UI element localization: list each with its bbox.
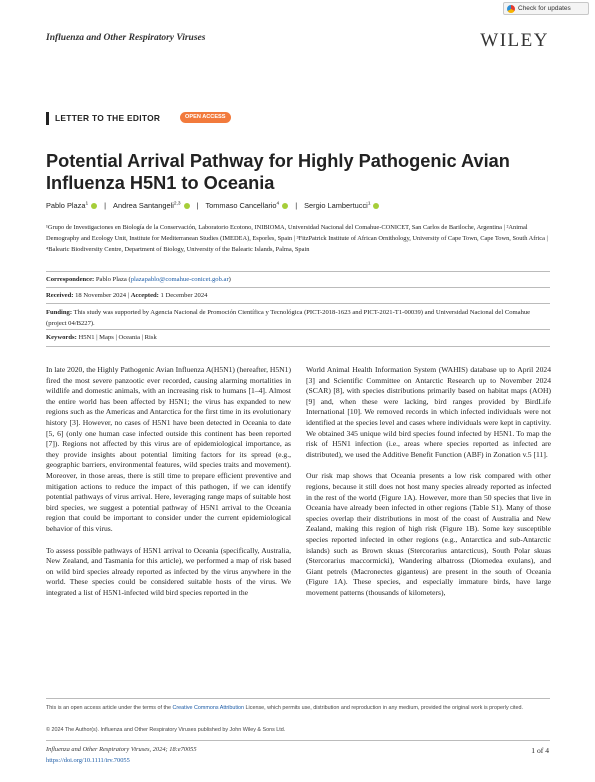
open-access-badge: OPEN ACCESS bbox=[180, 112, 231, 123]
section-marker bbox=[46, 112, 49, 125]
funding-label: Funding: bbox=[46, 309, 73, 316]
date-separator: | bbox=[127, 292, 130, 299]
orcid-icon[interactable] bbox=[184, 203, 190, 209]
license-text: License, which permits use, distribution and reproduction in any medium, provided the original work is properly cited. bbox=[244, 705, 524, 711]
publisher-logo: WILEY bbox=[480, 30, 549, 51]
accepted-label: Accepted: bbox=[130, 292, 159, 299]
paragraph: Our risk map shows that Oceania presents a low risk compared with other regions, because it still does not host many species already reported as infected in the rest of the world (Figure 1A). However, more than 50 species that live in Oceania have already been infected in other regions (Table S1). Many of those species overlap their distributions in most of the coast of Australia and New Zealand, making this region of high risk (Figure 1B). Some key susceptible species reported infected in other regions (e.g., Antarctica and sub-Antarctic islands) such as Brown skuas (Stercorarius antarcticus), South Polar skuas (Stercorarius maccormicki), Wandering albatross (Diomedea exulans), and Giant petrels (Macronectes giganteus) are present in the south of Oceania (Figure 1A). These species, and especially immature birds, have large movement patterns (thousands of kilometers), bbox=[306, 471, 551, 597]
author-separator: | bbox=[295, 201, 298, 210]
author-name: Sergio Lambertucci bbox=[304, 201, 368, 210]
license-notice bbox=[46, 704, 551, 713]
divider bbox=[46, 740, 550, 741]
accepted-date: 1 December 2024 bbox=[160, 292, 208, 299]
correspondence-email-link[interactable]: plazapablo@comahue-conicet.gob.ar bbox=[130, 276, 229, 283]
author-name: Tommaso Cancellario bbox=[205, 201, 277, 210]
author-separator: | bbox=[196, 201, 199, 210]
author-affiliation-sup: 1 bbox=[85, 201, 89, 207]
license-link[interactable]: Creative Commons Attribution bbox=[172, 705, 245, 711]
copyright-notice: © 2024 The Author(s). Influenza and Other Respiratory Viruses published by John Wiley & Sons Ltd. bbox=[46, 727, 286, 733]
keywords bbox=[46, 334, 157, 341]
correspondence-name: Pablo Plaza ( bbox=[95, 276, 131, 283]
divider bbox=[46, 329, 550, 330]
author-name: Pablo Plaza bbox=[46, 201, 86, 210]
crossmark-icon bbox=[507, 5, 515, 13]
check-for-updates-button[interactable] bbox=[503, 2, 589, 15]
article-title-line-1: Potential Arrival Pathway for Highly Pathogenic Avian bbox=[46, 151, 510, 171]
affiliations: ¹Grupo de Investigaciones en Biología de la Conservación, Laboratorio Ecotono, INIBIOMA, Universidad Nacional del Comahue-CONICET, San Carlos de Bariloche, Argentina | ²Animal Demography and Ecology Unit, Institute for Mediterranean Studies (IMEDEA), Esporles, Spain | ³FitzPatrick Institute of African Ornithology, University of Cape Town, Cape Town, South Africa | ⁴Balearic Biodiversity Centre, Department of Biology, University of the Balearic Islands, Palma, Spain bbox=[46, 224, 548, 253]
body-column-right bbox=[306, 365, 551, 609]
article-title bbox=[46, 151, 546, 194]
page-number: 1 of 4 bbox=[531, 746, 549, 755]
author-separator: | bbox=[104, 201, 107, 210]
author-list bbox=[46, 201, 379, 210]
correspondence-label: Correspondence: bbox=[46, 276, 95, 283]
paragraph: To assess possible pathways of H5N1 arrival to Oceania (specifically, Australia, New Zealand, and Tasmania for this article), we performed a map of risk based on wild bird species already reported as infected by the virus anywhere in the world. These species could be considered suitable hosts of the virus. We integrated a list of H5N1-infected wild bird species reported in the bbox=[46, 545, 291, 597]
orcid-icon[interactable] bbox=[373, 203, 379, 209]
author-affiliation-sup: 4 bbox=[276, 201, 280, 207]
article-type-label: LETTER TO THE EDITOR bbox=[55, 113, 161, 123]
body-column-left bbox=[46, 365, 291, 609]
orcid-icon[interactable] bbox=[91, 203, 97, 209]
author[interactable] bbox=[113, 201, 190, 210]
article-title-line-2: Influenza H5N1 to Oceania bbox=[46, 172, 275, 193]
funding bbox=[46, 308, 546, 329]
paragraph: In late 2020, the Highly Pathogenic Avian Influenza A(H5N1) (hereafter, H5N1) fired the most severe panzootic ever recorded, causing alarming mortalities in wildlife and domestic animals, with an increasing risk to humans [1–4]. Almost the entire world has been affected by H5N1; the virus has expanded to new regions such as the Americas and Antarctica for the first time in its evolutionary history [3]. However, no cases of H5N1 have been detected in Oceania to date [5, 6] (only one human case infected outside this continent has been reported [7]). Regions not affected by this virus are of epidemiological importance, as they provide insights about potential limiting factors for its spread (e.g., geographic barriers, environmental features, wild species traits and movement). Moreover, in those areas, there is still time to prepare efficient preventive and mitigation actions to reduce the impact of this pathogen, if we can identify potential pathways of virus arrival. Here, leveraging range maps of suitable host bird species, we suggest a potential pathway of H5N1 arrival to the Oceania region that could be important to consider under the current epidemiological behavior of this virus. bbox=[46, 365, 291, 533]
received-label: Received: bbox=[46, 292, 74, 299]
funding-text: This study was supported by Agencia Nacional de Promoción Científica y Tecnológica (PICT-2018-1623 and PICT-2021-T1-00039) and Universidad Nacional del Comahue (project 04/B227). bbox=[46, 309, 531, 327]
footer-citation: Influenza and Other Respiratory Viruses, 2024; 18:e70055 bbox=[46, 746, 197, 753]
author-name: Andrea Santangeli bbox=[113, 201, 174, 210]
author[interactable] bbox=[205, 201, 288, 210]
divider bbox=[46, 271, 550, 272]
article-dates bbox=[46, 292, 207, 299]
correspondence bbox=[46, 276, 231, 283]
correspondence-close: ) bbox=[228, 276, 231, 283]
author[interactable] bbox=[46, 201, 97, 210]
keywords-text: H5N1 | Maps | Oceania | Risk bbox=[78, 334, 157, 341]
author[interactable] bbox=[304, 201, 379, 210]
received-date: 18 November 2024 bbox=[75, 292, 127, 299]
author-affiliation-sup: 1 bbox=[367, 201, 371, 207]
divider bbox=[46, 303, 550, 304]
license-text: This is an open access article under the terms of the bbox=[46, 705, 173, 711]
check-for-updates-label: Check for updates bbox=[518, 5, 571, 12]
orcid-icon[interactable] bbox=[282, 203, 288, 209]
divider bbox=[46, 698, 550, 699]
doi-link[interactable]: https://doi.org/10.1111/irv.70055 bbox=[46, 757, 130, 764]
divider bbox=[46, 287, 550, 288]
journal-title: Influenza and Other Respiratory Viruses bbox=[46, 33, 206, 43]
author-affiliation-sup: 2,3 bbox=[173, 201, 181, 207]
paragraph: World Animal Health Information System (WAHIS) database up to April 2024 [3] and Scientific Committee on Antarctic Research up to November 2024 (SCAR) [8], with species distributions primarily based on habitat maps (AOH) [9] and, when these were lacking, bird ranges provided by BirdLife International [10]. We removed records in which infected individuals were not identified at the species level and cases where individuals were kept in captivity. We obtained 345 unique wild bird species found infected by H5N1. To map the risk of H5N1 infection (i.e., areas where species reported as infected are distributed), we used the Additive Benefit Function (ABF) in Zonation v.5 [11]. bbox=[306, 365, 551, 459]
divider bbox=[46, 346, 550, 347]
keywords-label: Keywords: bbox=[46, 334, 77, 341]
